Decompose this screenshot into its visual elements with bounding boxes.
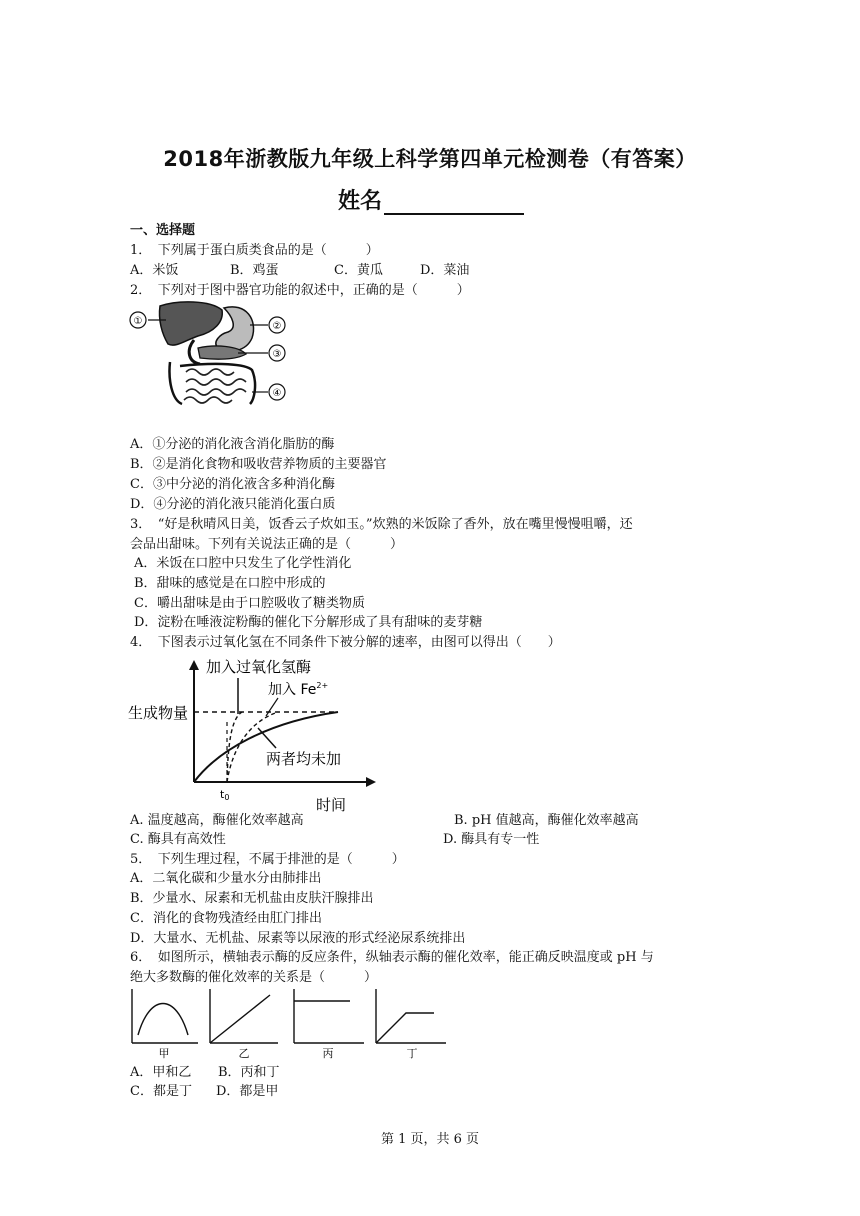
- graph-label-bing: 丙: [322, 1047, 334, 1060]
- q1-stem: 1． 下列属于蛋白质类食品的是（ ）: [130, 243, 379, 258]
- label-2: ②: [272, 321, 282, 332]
- label-fe: [268, 681, 328, 698]
- q2-option-c: C．③中分泌的消化液含多种消化酶: [130, 477, 335, 492]
- q6-options-row1: [130, 1063, 280, 1082]
- label-enzyme: 加入过氧化氢酶: [206, 658, 312, 676]
- q2-option-d: D．④分泌的消化液只能消化蛋白质: [130, 497, 336, 512]
- enzyme-efficiency-graphs: [128, 985, 448, 1061]
- q5-option-d: D．大量水、无机盐、尿素等以尿液的形式经泌尿系统排出: [130, 931, 466, 946]
- q4-option-b: B. pH 值越高，酶催化效率越高: [454, 813, 639, 828]
- q3-option-c: C．嚼出甜味是由于口腔吸收了糖类物质: [134, 596, 365, 611]
- reaction-rate-graph: [128, 650, 388, 812]
- graph-label-jia: 甲: [158, 1047, 170, 1060]
- q6-option-d: D．都是甲: [216, 1084, 279, 1099]
- q1-option-c: C．黄瓜: [334, 263, 383, 278]
- q6-option-b: B．丙和丁: [218, 1065, 280, 1080]
- q3-stem-line1: 3． “好是秋晴风日美，饭香云子炊如玉。”炊熟的米饭除了香外，放在嘴里慢慢咀嚼，还: [130, 517, 633, 532]
- q4-stem: 4． 下图表示过氧化氢在不同条件下被分解的速率，由图可以得出（ ）: [130, 635, 561, 650]
- name-label: 姓名: [338, 189, 383, 214]
- q1-option-a: A．米饭: [130, 263, 179, 278]
- q6-option-a: A．甲和乙: [130, 1065, 192, 1080]
- q5-option-c: C．消化的食物残渣经由肛门排出: [130, 911, 322, 926]
- q1-options: [130, 261, 469, 280]
- q2-option-b: B．②是消化食物和吸收营养物质的主要器官: [130, 457, 387, 472]
- y-axis-label: 生成物量: [128, 704, 189, 722]
- x-axis-label: 时间: [316, 796, 347, 812]
- q5-option-a: A．二氧化碳和少量水分由肺排出: [130, 871, 322, 886]
- q3-option-d: D．淀粉在唾液淀粉酶的催化下分解形成了具有甜味的麦芽糖: [134, 615, 483, 630]
- q2-stem: 2． 下列对于图中器官功能的叙述中，正确的是（ ）: [130, 283, 470, 298]
- graph-yi: [210, 989, 278, 1043]
- label-fe-superscript: 2+: [316, 681, 329, 690]
- tick-t0-subscript: 0: [224, 793, 230, 802]
- graph-label-yi: 乙: [238, 1047, 250, 1060]
- q3-option-a: A．米饭在口腔中只发生了化学性消化: [134, 556, 352, 571]
- label-1: ①: [133, 316, 143, 327]
- graph-ding: [376, 989, 446, 1043]
- name-field: [338, 184, 524, 215]
- document-title: 2018年浙教版九年级上科学第四单元检测卷（有答案）: [163, 147, 697, 171]
- graph-jia: [132, 989, 198, 1043]
- digestive-organs-figure: [128, 300, 288, 408]
- label-fe-text: 加入 Fe: [268, 682, 317, 698]
- q6-stem-line2: 绝大多数酶的催化效率的关系是（ ）: [130, 970, 378, 985]
- page-footer: 第 1 页，共 6 页: [380, 1132, 480, 1147]
- label-4: ④: [272, 388, 282, 399]
- q6-options-row2: [130, 1082, 278, 1101]
- label-none: 两者均未加: [266, 750, 342, 768]
- q4-options-row2: [130, 830, 539, 849]
- q3-option-b: B．甜味的感觉是在口腔中形成的: [134, 576, 326, 591]
- q4-option-c: C. 酶具有高效性: [130, 832, 226, 847]
- q4-option-d: D. 酶具有专一性: [443, 832, 540, 847]
- tick-t0-text: t: [220, 788, 225, 801]
- name-blank: [384, 191, 524, 215]
- q4-options-row1: [130, 811, 639, 830]
- q2-option-a: A．①分泌的消化液含消化脂肪的酶: [130, 437, 335, 452]
- tick-t0: [220, 788, 229, 802]
- q5-option-b: B．少量水、尿素和无机盐由皮肤汗腺排出: [130, 891, 374, 906]
- q6-stem-line1: 6． 如图所示，横轴表示酶的反应条件，纵轴表示酶的催化效率，能正确反映温度或 pH 与: [130, 950, 654, 965]
- q1-option-b: B．鸡蛋: [230, 263, 279, 278]
- graph-label-ding: 丁: [406, 1047, 418, 1060]
- q4-option-a: A. 温度越高，酶催化效率越高: [130, 813, 304, 828]
- section-heading: 一、选择题: [130, 223, 196, 238]
- label-3: ③: [272, 349, 282, 360]
- q3-stem-line2: 会品出甜味。下列有关说法正确的是（ ）: [130, 537, 404, 552]
- q5-stem: 5． 下列生理过程，不属于排泄的是（ ）: [130, 852, 405, 867]
- q6-option-c: C．都是丁: [130, 1084, 192, 1099]
- q1-option-d: D．菜油: [420, 263, 470, 278]
- graph-bing: [294, 989, 364, 1043]
